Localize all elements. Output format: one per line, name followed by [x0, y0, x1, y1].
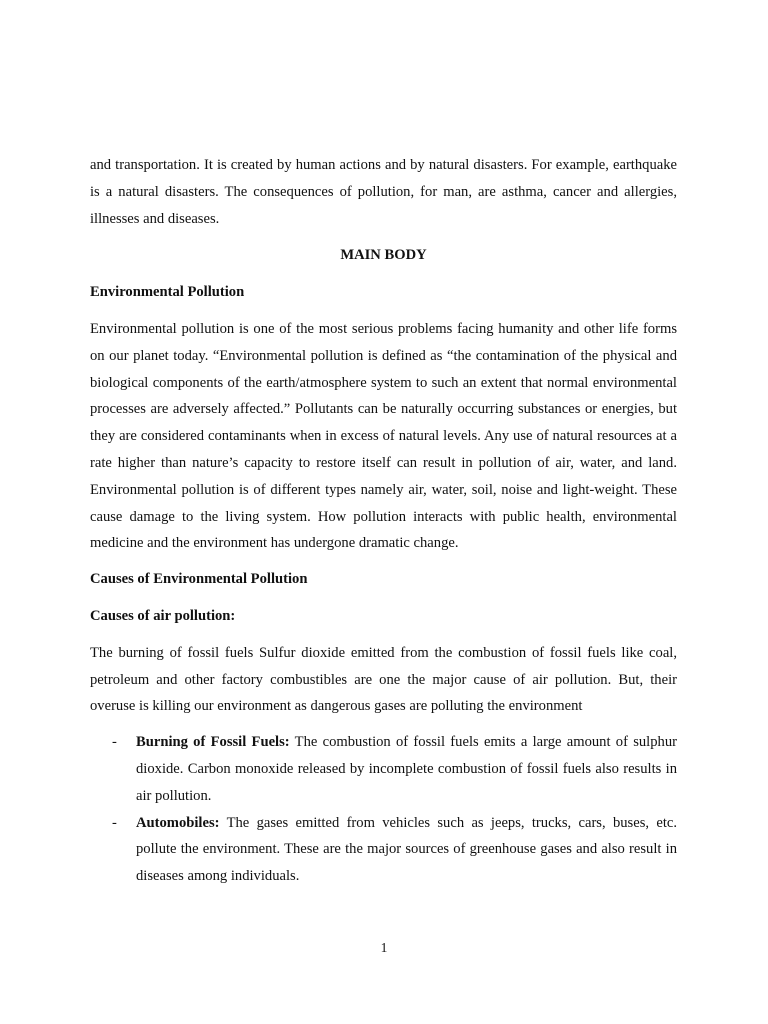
bullet-title: Burning of Fossil Fuels: — [136, 734, 290, 751]
intro-paragraph: and transportation. It is created by human actions and by natural disasters. For example, earthquake is a natural disasters. The consequences of pollution, for man, are asthma, cancer and allergies, illnesses and diseases. — [90, 157, 677, 227]
list-item — [90, 810, 677, 890]
page-number: 1 — [380, 940, 388, 955]
bullet-text: The combustion of fossil fuels emits a large amount of sulphur dioxide. Carbon monoxide released by incomplete combustion of fossil fuels also results in air pollution. — [136, 734, 677, 804]
section-heading-environmental-pollution: Environmental Pollution — [90, 284, 245, 301]
bullet-text: The gases emitted from vehicles such as jeeps, trucks, cars, buses, etc. pollute the environment. These are the major sources of greenhouse gases and also result in diseases among individuals. — [136, 814, 677, 885]
section-heading-causes: Causes of Environmental Pollution — [90, 571, 308, 588]
dash-bullet: - — [112, 734, 117, 751]
causes-bullet-list — [90, 729, 677, 890]
air-pollution-paragraph: The burning of fossil fuels Sulfur dioxide emitted from the combustion of fossil fuels like coal, petroleum and other factory combustibles are one the major cause of air pollution. But, their overuse is killing our environment as dangerous gases are polluting the environment — [90, 644, 677, 715]
environmental-pollution-paragraph: Environmental pollution is one of the most serious problems facing humanity and other life forms on our planet today. “Environmental pollution is defined as “the contamination of the physical and biological components of the earth/atmosphere system to such an extent that normal environmental processes are adversely affected.” Pollutants can be naturally occurring substances or energies, but they are considered contaminants when in excess of natural levels. Any use of natural resources at a rate higher than nature’s capacity to restore itself can result in pollution of air, water, and land. Environmental pollution is of different types namely air, water, soil, noise and light-weight. These cause damage to the living system. How pollution interacts with public health, environmental medicine and the environment has undergone dramatic change. — [90, 320, 677, 552]
main-heading: MAIN BODY — [340, 247, 427, 264]
list-item — [90, 729, 677, 809]
dash-bullet: - — [112, 814, 117, 831]
bullet-title: Automobiles: — [136, 814, 220, 831]
page-content — [90, 152, 677, 890]
subsection-heading-air-pollution: Causes of air pollution: — [90, 607, 236, 624]
